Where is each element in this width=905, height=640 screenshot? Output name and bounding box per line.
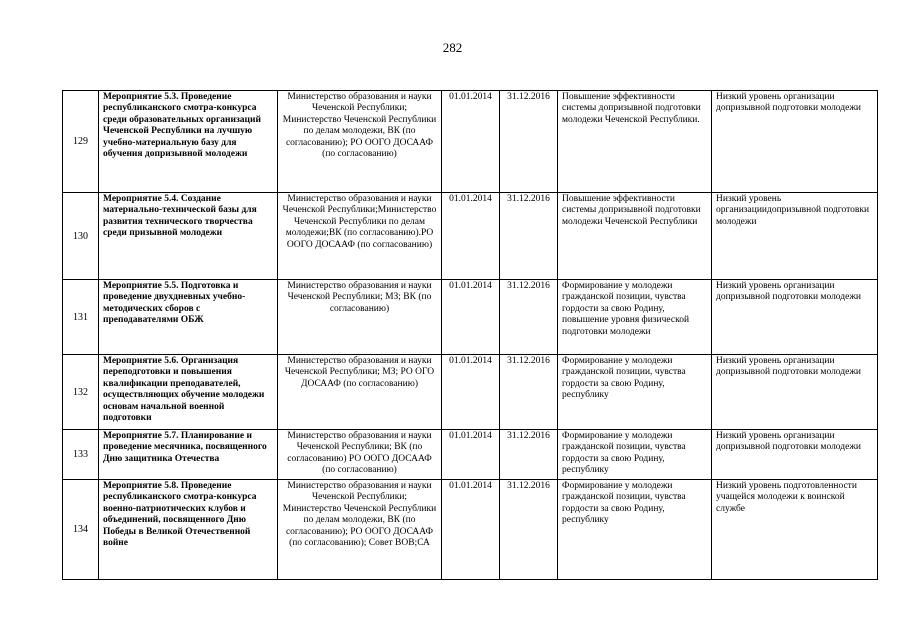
non-implementation-consequence: Низкий уровень организации допризывной подготовки молодежи [712, 91, 878, 193]
event-name: Мероприятие 5.5. Подготовка и проведение двухдневных учебно-методических сборов с преподавателями ОБЖ [99, 280, 278, 355]
program-events-table [62, 90, 878, 580]
row-number: 134 [63, 480, 99, 580]
table-row [63, 193, 878, 280]
event-name: Мероприятие 5.8. Проведение республиканского смотра-конкурса военно-патриотических клубов и объединений, посвященного Дню Победы в Великой Отечественной войне [99, 480, 278, 580]
event-name: Мероприятие 5.4. Создание материально-технической базы для развития технического творчества среди призывной молодежи [99, 193, 278, 280]
row-number: 129 [63, 91, 99, 193]
event-executors: Министерство образования и науки Чеченской Республики; ВК (по согласованию) РО ООГО ДОСААФ (по согласованию) [278, 430, 442, 480]
non-implementation-consequence: Низкий уровень организации допризывной подготовки молодежи [712, 280, 878, 355]
event-executors: Министерство образования и науки Чеченской Республики; МЗ; ВК (по согласованию) [278, 280, 442, 355]
expected-result: Повышение эффективности системы допризывной подготовки молодежи Чеченской Республики [558, 193, 712, 280]
start-date: 01.01.2014 [442, 91, 500, 193]
event-executors: Министерство образования и науки Чеченской Республики;Министерство Чеченской Республики по делам молодежи;ВК (по согласованию).РО ООГО ДОСААФ (по согласованию) [278, 193, 442, 280]
event-executors: Министерство образования и науки Чеченской Республики; Министерство Чеченской Республики по делам молодежи, ВК (по согласованию); РО ООГО ДОСААФ (по согласованию) [278, 91, 442, 193]
non-implementation-consequence: Низкий уровень подготовленности учащейся молодежи к воинской службе [712, 480, 878, 580]
start-date: 01.01.2014 [442, 430, 500, 480]
end-date: 31.12.2016 [500, 355, 558, 430]
expected-result: Формирование у молодежи гражданской позиции, чувства гордости за свою Родину, республику [558, 480, 712, 580]
table-row [63, 280, 878, 355]
event-name: Мероприятие 5.6. Организация переподготовки и повышения квалификации преподавателей, осуществляющих обучение молодежи основам начальной военной подготовки [99, 355, 278, 430]
row-number: 132 [63, 355, 99, 430]
end-date: 31.12.2016 [500, 430, 558, 480]
table-row [63, 480, 878, 580]
table-row [63, 355, 878, 430]
expected-result: Формирование у молодежи гражданской позиции, чувства гордости за свою Родину, повышение уровня физической подготовки молодежи [558, 280, 712, 355]
event-executors: Министерство образования и науки Чеченской Республики; Министерство Чеченской Республики по делам молодежи, ВК (по согласованию); РО ООГО ДОСААФ (по согласованию); Совет ВОВ;СА [278, 480, 442, 580]
end-date: 31.12.2016 [500, 193, 558, 280]
start-date: 01.01.2014 [442, 480, 500, 580]
start-date: 01.01.2014 [442, 280, 500, 355]
expected-result: Формирование у молодежи гражданской позиции, чувства гордости за свою Родину, республику [558, 430, 712, 480]
end-date: 31.12.2016 [500, 91, 558, 193]
event-executors: Министерство образования и науки Чеченской Республики; МЗ; РО ОГО ДОСААФ (по согласованию) [278, 355, 442, 430]
event-name: Мероприятие 5.3. Проведение республиканского смотра-конкурса среди образовательных организаций Чеченской Республики на лучшую учебно-материальную базу для обучения допризывной молодежи [99, 91, 278, 193]
row-number: 133 [63, 430, 99, 480]
expected-result: Формирование у молодежи гражданской позиции, чувства гордости за свою Родину, республику [558, 355, 712, 430]
expected-result: Повышение эффективности системы допризывной подготовки молодежи Чеченской Республики. [558, 91, 712, 193]
non-implementation-consequence: Низкий уровень организации допризывной подготовки молодежи [712, 355, 878, 430]
row-number: 131 [63, 280, 99, 355]
end-date: 31.12.2016 [500, 480, 558, 580]
event-name: Мероприятие 5.7. Планирование и проведение месячника, посвященного Дню защитника Отечества [99, 430, 278, 480]
start-date: 01.01.2014 [442, 193, 500, 280]
start-date: 01.01.2014 [442, 355, 500, 430]
non-implementation-consequence: Низкий уровень организации допризывной подготовки молодежи [712, 430, 878, 480]
table-row [63, 91, 878, 193]
non-implementation-consequence: Низкий уровень организациидопризывной подготовки молодежи [712, 193, 878, 280]
row-number: 130 [63, 193, 99, 280]
table-row [63, 430, 878, 480]
page-number: 282 [442, 40, 463, 55]
end-date: 31.12.2016 [500, 280, 558, 355]
